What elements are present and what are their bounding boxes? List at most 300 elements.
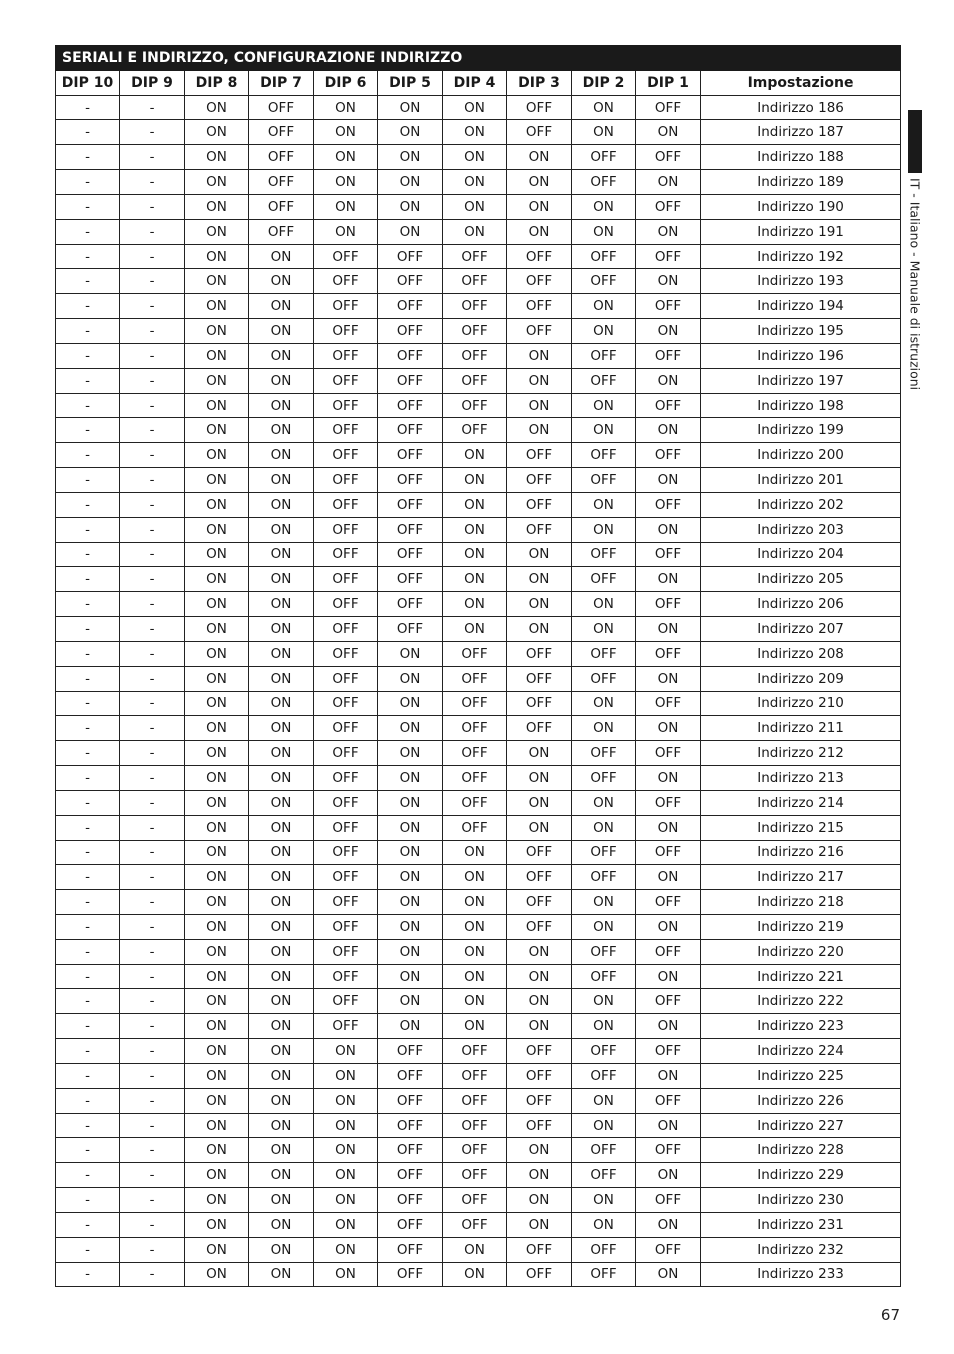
dip-state-cell: OFF [378, 542, 443, 567]
dip-state-cell: ON [185, 617, 249, 642]
dip-state-cell: ON [507, 1163, 572, 1188]
dip-state-cell: OFF [378, 1163, 443, 1188]
dip-switch-address-table [55, 45, 901, 1287]
table-body [56, 95, 901, 1287]
address-cell: Indirizzo 216 [701, 840, 901, 865]
address-cell: Indirizzo 197 [701, 368, 901, 393]
dip-state-cell: OFF [378, 1262, 443, 1287]
dip-state-cell: ON [572, 517, 636, 542]
dip-state-cell: ON [378, 219, 443, 244]
column-header: DIP 10 [56, 70, 120, 95]
address-cell: Indirizzo 206 [701, 592, 901, 617]
dip-state-cell: ON [636, 1014, 701, 1039]
dip-state-cell: - [56, 914, 120, 939]
dip-state-cell: ON [507, 1212, 572, 1237]
dip-state-cell: OFF [314, 989, 378, 1014]
dip-state-cell: ON [314, 219, 378, 244]
dip-state-cell: ON [249, 939, 314, 964]
dip-state-cell: ON [249, 1088, 314, 1113]
address-cell: Indirizzo 214 [701, 790, 901, 815]
table-title-row [56, 46, 901, 71]
dip-state-cell: OFF [443, 716, 507, 741]
address-cell: Indirizzo 202 [701, 492, 901, 517]
dip-state-cell: OFF [314, 716, 378, 741]
dip-state-cell: OFF [636, 939, 701, 964]
dip-state-cell: ON [378, 766, 443, 791]
dip-state-cell: ON [507, 170, 572, 195]
dip-state-cell: ON [378, 865, 443, 890]
dip-state-cell: - [120, 1138, 185, 1163]
table-row [56, 1212, 901, 1237]
dip-state-cell: ON [249, 1188, 314, 1213]
address-cell: Indirizzo 188 [701, 145, 901, 170]
dip-state-cell: OFF [443, 815, 507, 840]
dip-state-cell: OFF [636, 492, 701, 517]
dip-state-cell: OFF [636, 393, 701, 418]
dip-state-cell: - [120, 939, 185, 964]
dip-state-cell: ON [249, 269, 314, 294]
dip-state-cell: ON [572, 120, 636, 145]
dip-state-cell: - [120, 269, 185, 294]
dip-state-cell: ON [249, 890, 314, 915]
dip-state-cell: ON [507, 766, 572, 791]
address-cell: Indirizzo 209 [701, 666, 901, 691]
dip-state-cell: - [56, 368, 120, 393]
address-cell: Indirizzo 229 [701, 1163, 901, 1188]
table-row [56, 1188, 901, 1213]
dip-state-cell: ON [636, 865, 701, 890]
dip-state-cell: OFF [378, 1113, 443, 1138]
dip-state-cell: OFF [507, 641, 572, 666]
column-header: DIP 3 [507, 70, 572, 95]
address-cell: Indirizzo 224 [701, 1039, 901, 1064]
dip-state-cell: ON [443, 914, 507, 939]
dip-state-cell: ON [185, 592, 249, 617]
dip-state-cell: ON [185, 145, 249, 170]
dip-state-cell: ON [378, 741, 443, 766]
dip-state-cell: - [120, 1262, 185, 1287]
dip-state-cell: ON [443, 865, 507, 890]
dip-state-cell: OFF [378, 418, 443, 443]
dip-state-cell: - [120, 95, 185, 120]
dip-state-cell: ON [185, 989, 249, 1014]
dip-state-cell: OFF [572, 865, 636, 890]
dip-state-cell: ON [185, 393, 249, 418]
address-cell: Indirizzo 189 [701, 170, 901, 195]
dip-state-cell: ON [249, 393, 314, 418]
dip-state-cell: OFF [249, 120, 314, 145]
dip-state-cell: OFF [378, 1212, 443, 1237]
dip-state-cell: ON [572, 1088, 636, 1113]
dip-state-cell: OFF [572, 939, 636, 964]
dip-state-cell: OFF [443, 1039, 507, 1064]
dip-state-cell: OFF [378, 1088, 443, 1113]
dip-state-cell: ON [507, 1014, 572, 1039]
dip-state-cell: - [120, 890, 185, 915]
dip-state-cell: ON [378, 790, 443, 815]
dip-state-cell: - [56, 1138, 120, 1163]
column-header: DIP 7 [249, 70, 314, 95]
dip-state-cell: OFF [572, 170, 636, 195]
dip-state-cell: ON [185, 964, 249, 989]
side-tab-marker [908, 110, 922, 173]
dip-state-cell: - [56, 1113, 120, 1138]
dip-state-cell: ON [185, 492, 249, 517]
dip-state-cell: OFF [572, 542, 636, 567]
dip-state-cell: OFF [443, 1088, 507, 1113]
dip-state-cell: ON [249, 964, 314, 989]
dip-state-cell: OFF [314, 964, 378, 989]
dip-state-cell: OFF [636, 989, 701, 1014]
dip-state-cell: OFF [507, 443, 572, 468]
dip-state-cell: OFF [636, 890, 701, 915]
table-row [56, 368, 901, 393]
dip-state-cell: ON [572, 790, 636, 815]
column-header: DIP 1 [636, 70, 701, 95]
dip-state-cell: - [120, 989, 185, 1014]
dip-state-cell: - [120, 1188, 185, 1213]
dip-state-cell: OFF [378, 368, 443, 393]
table-row [56, 1014, 901, 1039]
dip-state-cell: OFF [507, 691, 572, 716]
dip-state-cell: OFF [443, 1138, 507, 1163]
table-row [56, 244, 901, 269]
dip-state-cell: ON [636, 120, 701, 145]
dip-state-cell: - [56, 120, 120, 145]
dip-state-cell: ON [249, 666, 314, 691]
dip-state-cell: OFF [572, 1262, 636, 1287]
dip-state-cell: ON [185, 95, 249, 120]
dip-state-cell: OFF [636, 194, 701, 219]
dip-state-cell: OFF [378, 294, 443, 319]
table-row [56, 170, 901, 195]
dip-state-cell: ON [636, 219, 701, 244]
dip-state-cell: OFF [314, 890, 378, 915]
dip-state-cell: ON [443, 617, 507, 642]
address-cell: Indirizzo 228 [701, 1138, 901, 1163]
dip-state-cell: OFF [314, 914, 378, 939]
dip-state-cell: ON [249, 766, 314, 791]
dip-state-cell: ON [249, 517, 314, 542]
table-row [56, 194, 901, 219]
table-row [56, 716, 901, 741]
address-cell: Indirizzo 233 [701, 1262, 901, 1287]
column-header: DIP 6 [314, 70, 378, 95]
dip-state-cell: ON [249, 592, 314, 617]
address-cell: Indirizzo 222 [701, 989, 901, 1014]
dip-state-cell: ON [378, 939, 443, 964]
dip-state-cell: ON [378, 120, 443, 145]
dip-state-cell: ON [249, 1138, 314, 1163]
dip-state-cell: ON [314, 1237, 378, 1262]
dip-state-cell: - [56, 1237, 120, 1262]
address-cell: Indirizzo 215 [701, 815, 901, 840]
table-row [56, 443, 901, 468]
address-cell: Indirizzo 186 [701, 95, 901, 120]
dip-state-cell: - [56, 95, 120, 120]
dip-state-cell: ON [185, 840, 249, 865]
dip-state-cell: - [120, 691, 185, 716]
dip-state-cell: - [56, 815, 120, 840]
dip-state-cell: - [56, 1039, 120, 1064]
dip-state-cell: ON [443, 542, 507, 567]
dip-state-cell: OFF [636, 443, 701, 468]
table-row [56, 641, 901, 666]
dip-state-cell: ON [443, 170, 507, 195]
dip-state-cell: - [56, 145, 120, 170]
dip-state-cell: ON [378, 964, 443, 989]
dip-state-cell: - [120, 865, 185, 890]
dip-state-cell: OFF [378, 1063, 443, 1088]
dip-state-cell: ON [314, 145, 378, 170]
dip-state-cell: OFF [572, 1138, 636, 1163]
dip-state-cell: ON [443, 1262, 507, 1287]
dip-state-cell: OFF [507, 1262, 572, 1287]
dip-state-cell: ON [185, 666, 249, 691]
dip-state-cell: ON [249, 617, 314, 642]
dip-state-cell: ON [378, 890, 443, 915]
dip-state-cell: ON [249, 716, 314, 741]
dip-state-cell: ON [249, 865, 314, 890]
dip-state-cell: - [56, 1188, 120, 1213]
dip-state-cell: OFF [507, 294, 572, 319]
dip-state-cell: OFF [507, 1063, 572, 1088]
dip-state-cell: ON [249, 840, 314, 865]
dip-state-cell: OFF [314, 294, 378, 319]
dip-state-cell: ON [185, 741, 249, 766]
dip-state-cell: ON [507, 964, 572, 989]
dip-state-cell: ON [314, 1212, 378, 1237]
table-row [56, 120, 901, 145]
dip-state-cell: ON [314, 1039, 378, 1064]
dip-state-cell: - [120, 716, 185, 741]
dip-state-cell: OFF [443, 244, 507, 269]
dip-state-cell: OFF [572, 468, 636, 493]
dip-state-cell: ON [507, 219, 572, 244]
dip-state-cell: - [120, 120, 185, 145]
dip-state-cell: OFF [572, 567, 636, 592]
dip-state-cell: - [56, 865, 120, 890]
dip-state-cell: ON [443, 964, 507, 989]
dip-state-cell: OFF [507, 517, 572, 542]
dip-state-cell: ON [378, 95, 443, 120]
address-cell: Indirizzo 187 [701, 120, 901, 145]
dip-state-cell: OFF [314, 815, 378, 840]
dip-state-cell: OFF [378, 592, 443, 617]
address-cell: Indirizzo 213 [701, 766, 901, 791]
table-row [56, 269, 901, 294]
dip-state-cell: - [120, 1113, 185, 1138]
dip-state-cell: ON [314, 120, 378, 145]
dip-state-cell: OFF [636, 343, 701, 368]
address-cell: Indirizzo 195 [701, 319, 901, 344]
dip-state-cell: OFF [443, 691, 507, 716]
dip-state-cell: ON [443, 1237, 507, 1262]
dip-state-cell: ON [378, 145, 443, 170]
dip-state-cell: - [56, 443, 120, 468]
dip-state-cell: ON [185, 219, 249, 244]
table-row [56, 766, 901, 791]
dip-state-cell: OFF [507, 865, 572, 890]
dip-state-cell: ON [249, 1063, 314, 1088]
dip-state-cell: ON [314, 1163, 378, 1188]
dip-state-cell: ON [572, 319, 636, 344]
dip-state-cell: - [120, 393, 185, 418]
dip-state-cell: ON [572, 592, 636, 617]
dip-state-cell: - [120, 443, 185, 468]
address-cell: Indirizzo 211 [701, 716, 901, 741]
dip-state-cell: - [120, 294, 185, 319]
dip-state-cell: ON [572, 617, 636, 642]
dip-state-cell: OFF [443, 319, 507, 344]
dip-state-cell: - [120, 666, 185, 691]
dip-state-cell: - [56, 617, 120, 642]
dip-state-cell: OFF [314, 840, 378, 865]
dip-state-cell: - [120, 343, 185, 368]
dip-state-cell: ON [378, 815, 443, 840]
dip-state-cell: - [56, 492, 120, 517]
dip-state-cell: ON [572, 492, 636, 517]
dip-state-cell: - [120, 964, 185, 989]
side-tab-text: IT - Italiano - Manuale di istruzioni [907, 178, 923, 391]
dip-state-cell: OFF [314, 617, 378, 642]
dip-state-cell: ON [249, 368, 314, 393]
dip-state-cell: OFF [507, 95, 572, 120]
dip-state-cell: - [56, 691, 120, 716]
dip-state-cell: - [56, 1014, 120, 1039]
dip-state-cell: ON [249, 989, 314, 1014]
dip-state-cell: OFF [314, 641, 378, 666]
dip-state-cell: OFF [249, 95, 314, 120]
dip-state-cell: ON [443, 592, 507, 617]
dip-state-cell: OFF [443, 1113, 507, 1138]
dip-state-cell: OFF [378, 1188, 443, 1213]
dip-state-cell: OFF [507, 492, 572, 517]
dip-state-cell: ON [443, 840, 507, 865]
dip-state-cell: ON [185, 1138, 249, 1163]
dip-state-cell: OFF [378, 517, 443, 542]
dip-state-cell: OFF [572, 1063, 636, 1088]
dip-state-cell: OFF [314, 939, 378, 964]
dip-state-cell: ON [572, 95, 636, 120]
dip-state-cell: ON [636, 617, 701, 642]
dip-state-cell: OFF [636, 1188, 701, 1213]
dip-state-cell: - [56, 741, 120, 766]
dip-state-cell: OFF [507, 1039, 572, 1064]
table-row [56, 418, 901, 443]
dip-state-cell: ON [507, 567, 572, 592]
dip-state-cell: OFF [314, 418, 378, 443]
dip-state-cell: ON [185, 294, 249, 319]
table-row [56, 567, 901, 592]
dip-state-cell: ON [314, 95, 378, 120]
dip-state-cell: OFF [507, 890, 572, 915]
dip-state-cell: OFF [636, 95, 701, 120]
dip-state-cell: ON [314, 1088, 378, 1113]
dip-state-cell: OFF [507, 319, 572, 344]
dip-state-cell: - [120, 1014, 185, 1039]
dip-state-cell: ON [443, 517, 507, 542]
table-row [56, 393, 901, 418]
dip-state-cell: ON [572, 393, 636, 418]
dip-state-cell: ON [378, 170, 443, 195]
dip-state-cell: ON [636, 1262, 701, 1287]
dip-state-cell: - [120, 542, 185, 567]
dip-state-cell: OFF [507, 1237, 572, 1262]
dip-state-cell: ON [185, 890, 249, 915]
dip-state-cell: ON [249, 542, 314, 567]
dip-state-cell: ON [185, 865, 249, 890]
dip-state-cell: OFF [572, 964, 636, 989]
address-cell: Indirizzo 199 [701, 418, 901, 443]
dip-state-cell: ON [249, 319, 314, 344]
dip-state-cell: - [120, 1212, 185, 1237]
dip-state-cell: - [120, 1088, 185, 1113]
address-cell: Indirizzo 201 [701, 468, 901, 493]
dip-state-cell: ON [314, 1138, 378, 1163]
dip-state-cell: OFF [636, 790, 701, 815]
dip-state-cell: OFF [443, 393, 507, 418]
table-row [56, 592, 901, 617]
dip-state-cell: ON [507, 790, 572, 815]
dip-state-cell: ON [249, 1212, 314, 1237]
dip-state-cell: OFF [443, 1188, 507, 1213]
address-cell: Indirizzo 227 [701, 1113, 901, 1138]
dip-state-cell: ON [636, 766, 701, 791]
dip-state-cell: - [120, 244, 185, 269]
dip-state-cell: OFF [507, 1113, 572, 1138]
dip-state-cell: ON [249, 1039, 314, 1064]
dip-state-cell: OFF [249, 219, 314, 244]
table-row [56, 1262, 901, 1287]
dip-state-cell: - [120, 840, 185, 865]
address-cell: Indirizzo 223 [701, 1014, 901, 1039]
dip-state-cell: - [56, 567, 120, 592]
dip-state-cell: ON [636, 815, 701, 840]
address-cell: Indirizzo 221 [701, 964, 901, 989]
dip-state-cell: OFF [572, 741, 636, 766]
dip-state-cell: - [56, 840, 120, 865]
address-cell: Indirizzo 200 [701, 443, 901, 468]
dip-state-cell: - [56, 1063, 120, 1088]
table-row [56, 95, 901, 120]
dip-state-cell: OFF [314, 468, 378, 493]
dip-state-cell: ON [507, 1138, 572, 1163]
dip-state-cell: - [120, 468, 185, 493]
dip-state-cell: ON [572, 219, 636, 244]
dip-state-cell: ON [378, 194, 443, 219]
dip-state-cell: - [120, 617, 185, 642]
table-row [56, 914, 901, 939]
dip-state-cell: OFF [378, 343, 443, 368]
dip-state-cell: OFF [378, 319, 443, 344]
dip-state-cell: ON [636, 418, 701, 443]
address-cell: Indirizzo 190 [701, 194, 901, 219]
dip-state-cell: ON [185, 1088, 249, 1113]
column-header: Impostazione [701, 70, 901, 95]
dip-state-cell: - [56, 319, 120, 344]
table-row [56, 1237, 901, 1262]
dip-state-cell: ON [185, 468, 249, 493]
dip-state-cell: ON [378, 691, 443, 716]
address-cell: Indirizzo 219 [701, 914, 901, 939]
dip-state-cell: OFF [314, 319, 378, 344]
dip-state-cell: - [120, 592, 185, 617]
dip-state-cell: - [56, 939, 120, 964]
column-header: DIP 2 [572, 70, 636, 95]
dip-state-cell: OFF [314, 393, 378, 418]
dip-state-cell: OFF [507, 716, 572, 741]
